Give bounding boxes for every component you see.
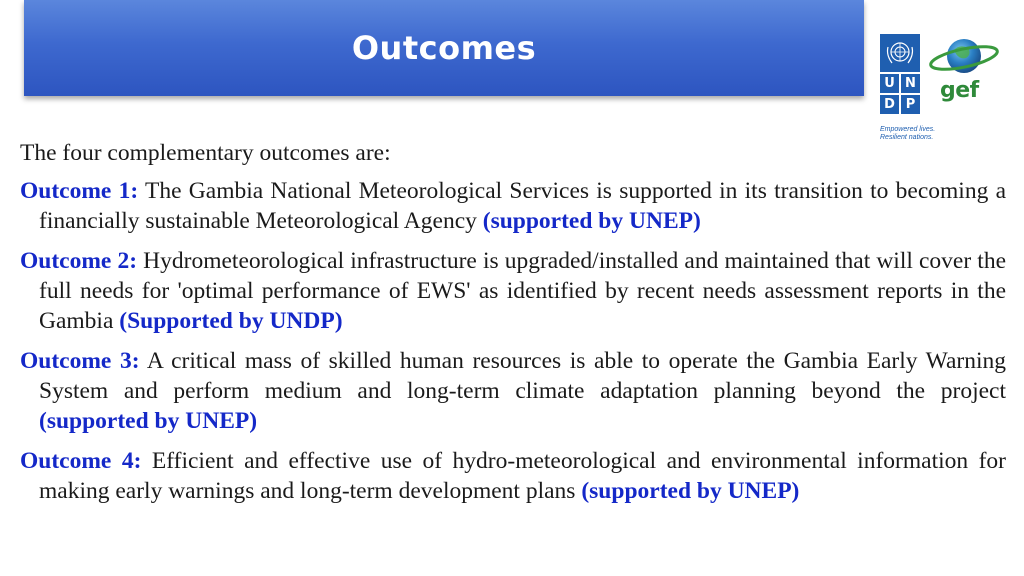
outcome-text: Hydrometeorological infrastructure is upgraded/installed and maintained that will cover the full needs for 'optimal performance of EWS' as identified by recent needs assessment reports in the Gambia (39, 248, 1006, 334)
undp-letter: U (880, 74, 899, 93)
undp-tagline-line1: Empowered lives. (880, 126, 936, 133)
undp-tagline-line2: Resilient nations. (880, 134, 934, 141)
outcome-label: Outcome 1: (20, 178, 139, 204)
un-emblem-icon (880, 34, 920, 72)
outcome-1 (20, 176, 1006, 236)
outcome-text: Efficient and effective use of hydro-meteorological and environmental information for making early warnings and long-term development plans (39, 448, 1006, 504)
intro-text: The four complementary outcomes are: (20, 140, 391, 166)
undp-logo (880, 34, 936, 141)
undp-letters (880, 74, 920, 114)
outcome-text: The Gambia National Meteorological Services is supported in its transition to becoming a financially sustainable Meteorological Agency (39, 178, 1006, 234)
logo-group (872, 28, 1012, 140)
outcome-text: A critical mass of skilled human resources is able to operate the Gambia Early Warning System and perform medium and long-term climate adaptation planning beyond the project (39, 348, 1006, 404)
outcome-label: Outcome 4: (20, 448, 142, 474)
gef-wordmark: gef (940, 78, 979, 103)
outcome-support: (supported by UNEP) (39, 408, 258, 434)
gef-globe-icon (928, 32, 1000, 82)
outcome-support: (supported by UNEP) (482, 208, 701, 234)
outcome-4 (20, 446, 1006, 506)
outcome-label: Outcome 3: (20, 348, 140, 374)
outcome-support: (Supported by UNDP) (119, 308, 343, 334)
undp-letter: P (901, 95, 920, 114)
gef-logo (928, 32, 1000, 110)
title-bar (24, 0, 864, 96)
outcome-3 (20, 346, 1006, 436)
page-title: Outcomes (351, 29, 537, 67)
undp-letter: N (901, 74, 920, 93)
content-body (20, 138, 1006, 516)
outcome-label: Outcome 2: (20, 248, 138, 274)
outcome-support: (supported by UNEP) (581, 478, 800, 504)
outcome-2 (20, 246, 1006, 336)
undp-letter: D (880, 95, 899, 114)
